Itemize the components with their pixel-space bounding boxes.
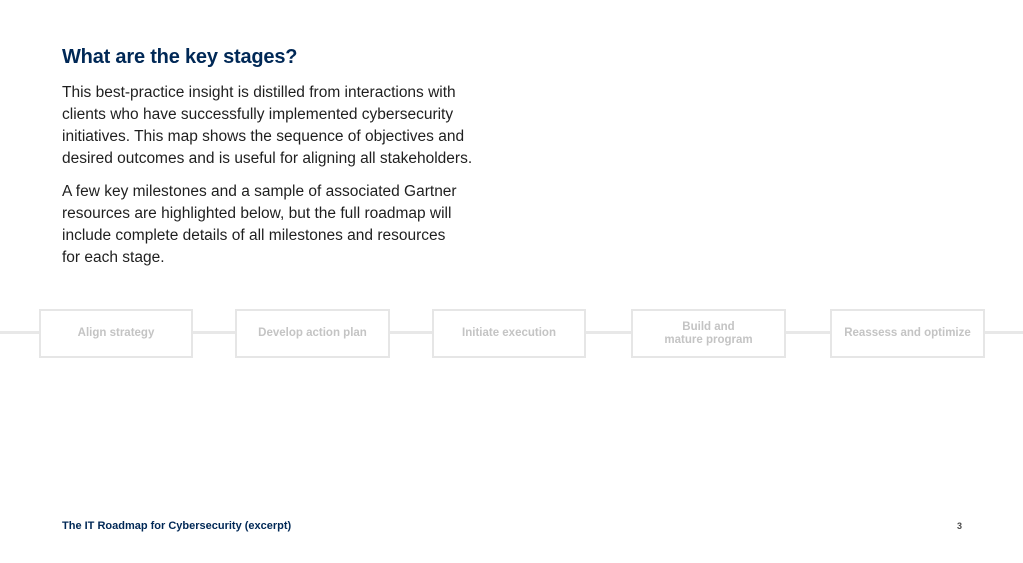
- page-title: What are the key stages?: [62, 46, 298, 68]
- page-number: 3: [957, 521, 963, 531]
- text-line: for each stage.: [62, 249, 165, 266]
- text-line: A few key milestones and a sample of associated Gartner: [62, 183, 457, 200]
- stage-label: Initiate execution: [462, 327, 556, 339]
- stage-reassess-and-optimize: [830, 309, 985, 358]
- stage-develop-action-plan: [235, 309, 390, 358]
- stage-label: Align strategy: [77, 327, 155, 339]
- stages-roadmap: [0, 309, 1023, 358]
- text-line: resources are highlighted below, but the full roadmap will: [62, 205, 452, 222]
- text-line: This best-practice insight is distilled from interactions with: [62, 84, 456, 101]
- stage-initiate-execution: [432, 309, 586, 358]
- text-line: initiatives. This map shows the sequence of objectives and: [62, 128, 465, 145]
- text-line: clients who have successfully implemented cybersecurity: [62, 106, 454, 123]
- footer-title: The IT Roadmap for Cybersecurity (excerpt): [62, 520, 292, 532]
- text-line: desired outcomes and is useful for aligning all stakeholders.: [62, 150, 473, 167]
- stage-label: Reassess and optimize: [844, 327, 971, 339]
- intro-paragraph-2: [62, 181, 482, 269]
- stage-label: mature program: [664, 333, 753, 346]
- intro-paragraph-1: [62, 82, 482, 170]
- text-line: include complete details of all milestones and resources: [62, 227, 446, 244]
- stage-label: Develop action plan: [258, 327, 367, 339]
- stage-align-strategy: [39, 309, 193, 358]
- stage-build-and-mature-program: [631, 309, 786, 358]
- stage-label: Build and: [682, 320, 735, 333]
